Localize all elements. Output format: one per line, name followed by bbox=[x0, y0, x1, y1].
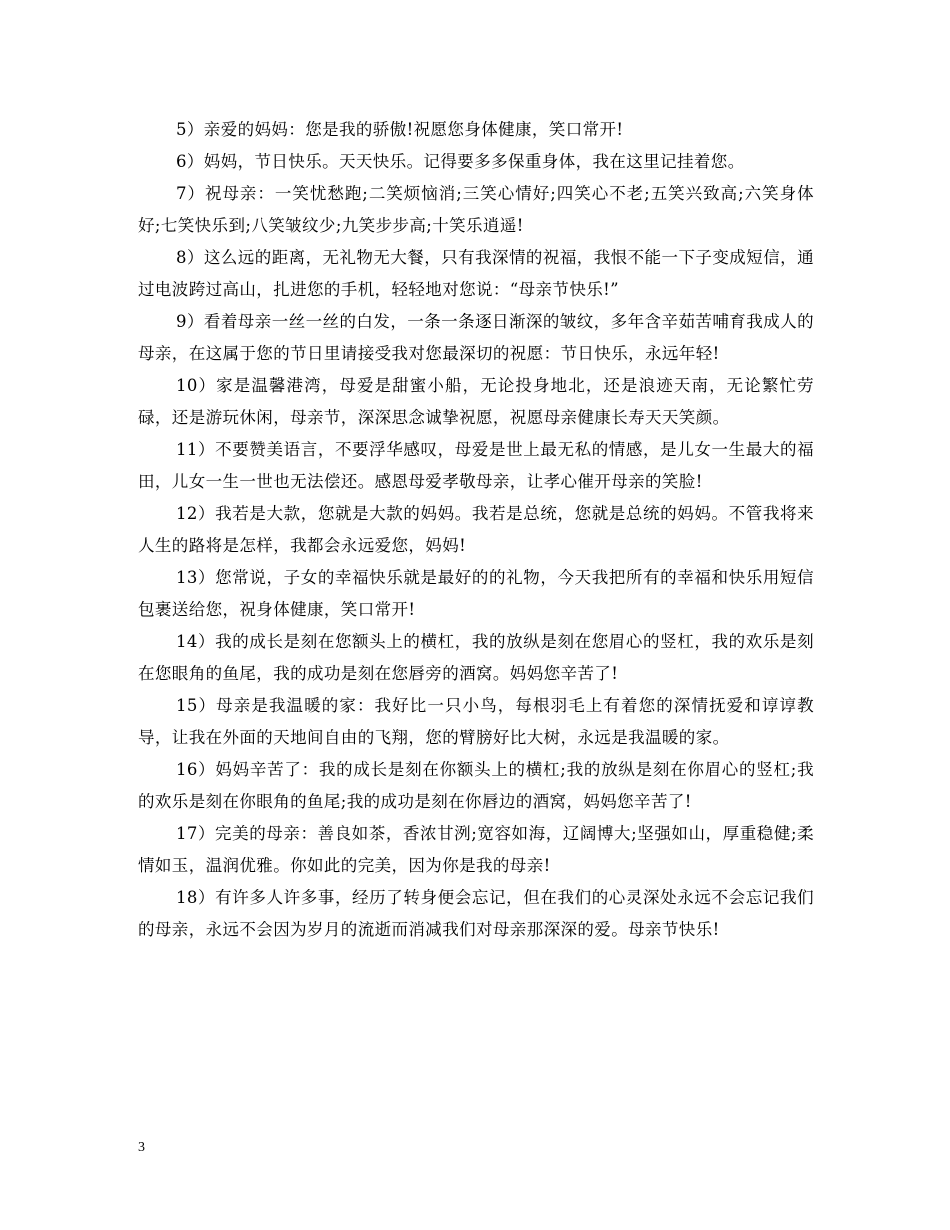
paragraph-16: 16）妈妈辛苦了：我的成长是刻在你额头上的横杠;我的放纵是刻在你眉心的竖杠;我的欢乐是刻在你眼角的鱼尾;我的成功是刻在你唇边的酒窝，妈妈您辛苦了! bbox=[138, 760, 814, 811]
paragraph-6: 6）妈妈，节日快乐。天天快乐。记得要多多保重身体，我在这里记挂着您。 bbox=[176, 152, 745, 171]
paragraph-14: 14）我的成长是刻在您额头上的横杠，我的放纵是刻在您眉心的竖杠，我的欢乐是刻在您眼角的鱼尾，我的成功是刻在您唇旁的酒窝。妈妈您辛苦了! bbox=[138, 632, 814, 683]
paragraph-15: 15）母亲是我温暖的家：我好比一只小鸟，每根羽毛上有着您的深情抚爱和谆谆教导，让我在外面的天地间自由的飞翔，您的臂膀好比大树，永远是我温暖的家。 bbox=[138, 696, 814, 747]
paragraph-7: 7）祝母亲：一笑忧愁跑;二笑烦恼消;三笑心情好;四笑心不老;五笑兴致高;六笑身体好;七笑快乐到;八笑皱纹少;九笑步步高;十笑乐逍遥! bbox=[138, 184, 814, 235]
paragraph-8: 8）这么远的距离，无礼物无大餐，只有我深情的祝福，我恨不能一下子变成短信，通过电波跨过高山，扎进您的手机，轻轻地对您说：“母亲节快乐!” bbox=[138, 248, 814, 299]
paragraph-11: 11）不要赞美语言，不要浮华感叹，母爱是世上最无私的情感，是儿女一生最大的福田，儿女一生一世也无法偿还。感恩母爱孝敬母亲，让孝心催开母亲的笑脸! bbox=[138, 440, 814, 491]
paragraph-13: 13）您常说，子女的幸福快乐就是最好的的礼物，今天我把所有的幸福和快乐用短信包裹送给您，祝身体健康，笑口常开! bbox=[138, 568, 814, 619]
document-body bbox=[138, 114, 814, 946]
paragraph-9: 9）看着母亲一丝一丝的白发，一条一条逐日渐深的皱纹，多年含辛茹苦哺育我成人的母亲，在这属于您的节日里请接受我对您最深切的祝愿：节日快乐，永远年轻! bbox=[138, 312, 814, 363]
paragraph-17: 17）完美的母亲：善良如茶，香浓甘洌;宽容如海，辽阔博大;坚强如山，厚重稳健;柔情如玉，温润优雅。你如此的完美，因为你是我的母亲! bbox=[138, 824, 814, 875]
paragraph-12: 12）我若是大款，您就是大款的妈妈。我若是总统，您就是总统的妈妈。不管我将来人生的路将是怎样，我都会永远爱您，妈妈! bbox=[138, 504, 814, 555]
paragraph-18: 18）有许多人许多事，经历了转身便会忘记，但在我们的心灵深处永远不会忘记我们的母亲，永远不会因为岁月的流逝而消减我们对母亲那深深的爱。母亲节快乐! bbox=[138, 888, 814, 939]
paragraph-10: 10）家是温馨港湾，母爱是甜蜜小船，无论投身地北，还是浪迹天南，无论繁忙劳碌，还是游玩休闲，母亲节，深深思念诚挚祝愿，祝愿母亲健康长寿天天笑颜。 bbox=[138, 376, 814, 427]
paragraph-5: 5）亲爱的妈妈：您是我的骄傲!祝愿您身体健康，笑口常开! bbox=[176, 120, 624, 139]
page-number: 3 bbox=[138, 1140, 145, 1155]
